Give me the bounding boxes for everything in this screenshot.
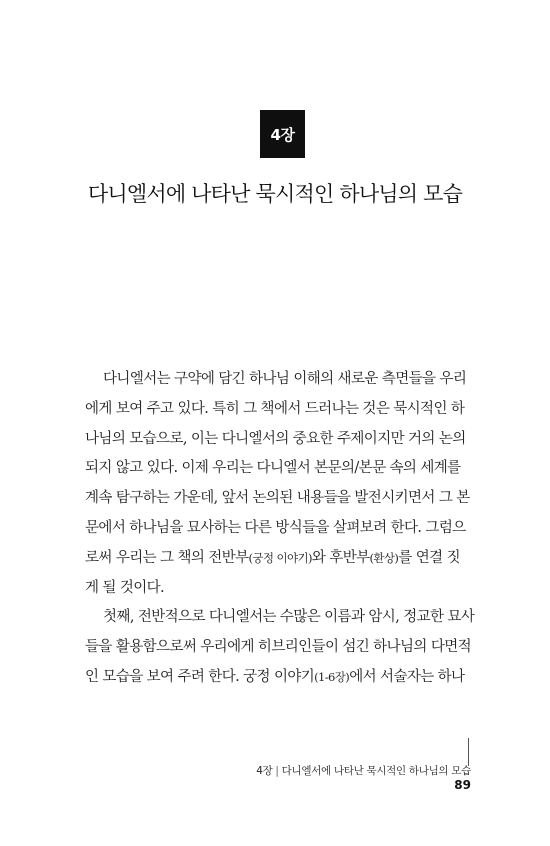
footer-divider bbox=[468, 738, 469, 766]
line-text: 인 모습을 보여 주려 한다. 궁정 이야기 bbox=[85, 668, 315, 685]
running-head-separator: | bbox=[275, 765, 279, 777]
line-text: 와 후반부 bbox=[311, 549, 370, 566]
chapter-title: 다니엘서에 나타난 묵시적인 하나님의 모습 bbox=[87, 182, 463, 206]
paragraph-line bbox=[85, 544, 485, 574]
inline-note: (환상) bbox=[369, 550, 399, 565]
line-text: 에서 서술자는 하나 bbox=[349, 668, 465, 685]
body-text bbox=[85, 365, 485, 693]
paragraph-line: 첫째, 전반적으로 다니엘서는 수많은 이름과 암시, 정교한 묘사 bbox=[103, 609, 475, 626]
inline-note: (1-6장) bbox=[314, 669, 350, 684]
paragraph-line: 다니엘서는 구약에 담긴 하나님 이해의 새로운 측면들을 우리 bbox=[103, 371, 467, 387]
chapter-number-badge bbox=[260, 110, 305, 158]
page-number: 89 bbox=[454, 778, 471, 792]
paragraph-line: 되지 않고 있다. 이제 우리는 다니엘서 본문의/본문 속의 세계를 bbox=[85, 460, 461, 477]
paragraph-line bbox=[85, 663, 485, 693]
paragraph-line: 계속 탐구하는 가운데, 앞서 논의된 내용들을 발전시키면서 그 본 bbox=[85, 490, 470, 507]
running-head bbox=[256, 763, 471, 778]
paragraph-line: 문에서 하나님을 묘사하는 다른 방식들을 살펴보려 한다. 그럼으 bbox=[85, 519, 466, 536]
paragraph-line: 들을 활용함으로써 우리에게 히브리인들이 섬긴 하나님의 다면적 bbox=[85, 639, 472, 656]
paragraph-line: 에게 보여 주고 있다. 특히 그 책에서 드러나는 것은 묵시적인 하 bbox=[85, 400, 465, 417]
inline-note: (궁정 이야기) bbox=[248, 550, 312, 565]
running-head-chapter: 4장 bbox=[256, 765, 273, 777]
line-text: 를 연결 짓 bbox=[398, 549, 460, 566]
paragraph-line: 게 될 것이다. bbox=[85, 579, 165, 596]
running-head-title: 다니엘서에 나타난 묵시적인 하나님의 모습 bbox=[281, 765, 471, 777]
line-text: 로써 우리는 그 책의 전반부 bbox=[85, 549, 249, 566]
chapter-number: 4장 bbox=[270, 125, 295, 144]
paragraph-line: 나님의 모습으로, 이는 다니엘서의 중요한 주제이지만 거의 논의 bbox=[85, 430, 466, 447]
